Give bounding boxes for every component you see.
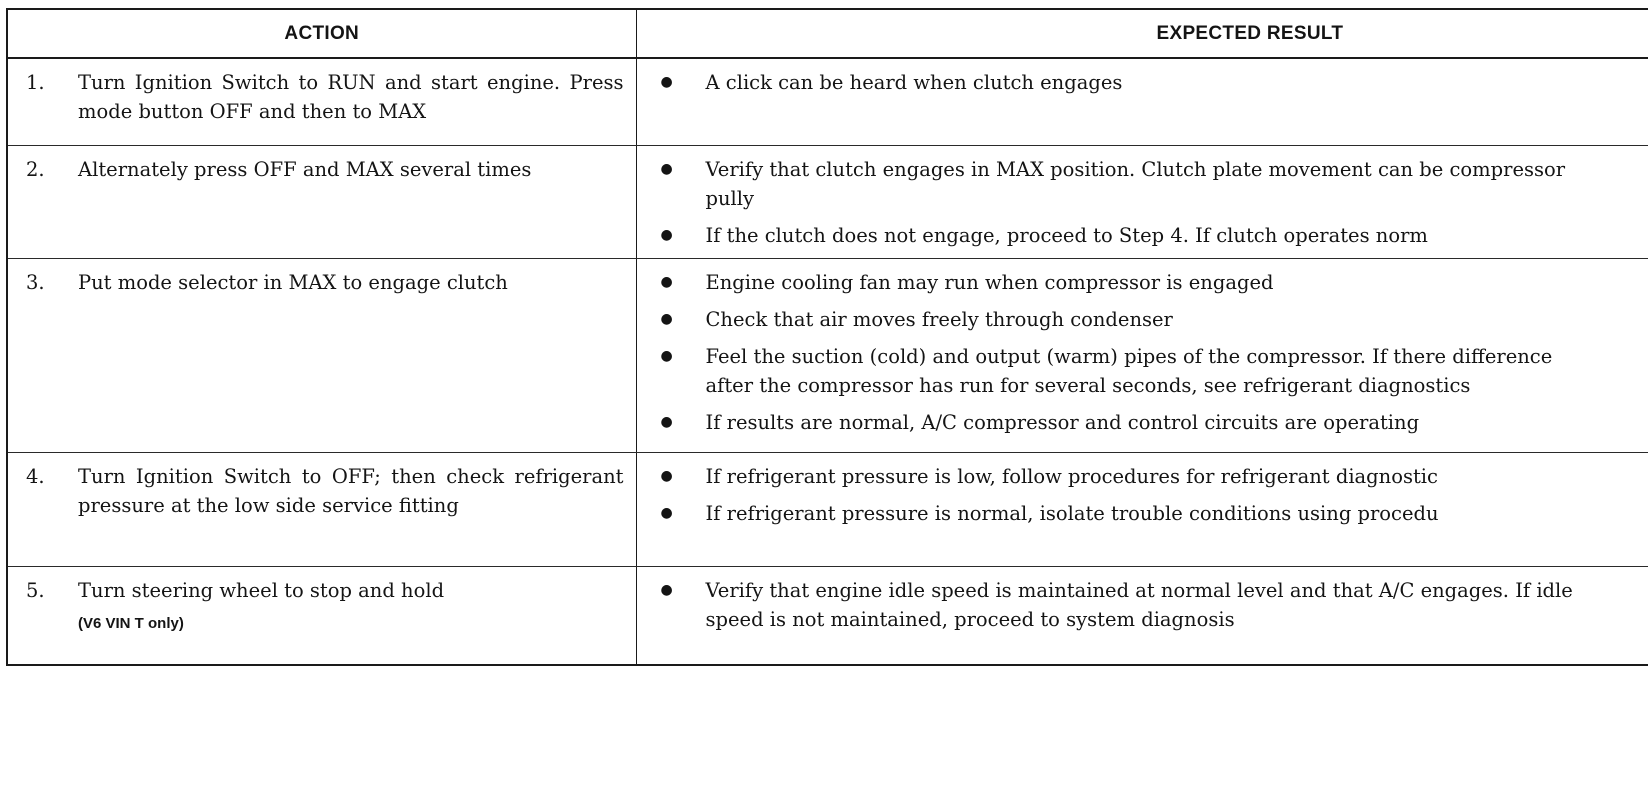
table-header-row xyxy=(8,10,1648,58)
diagnostic-table-frame xyxy=(6,8,1648,666)
result-cell xyxy=(636,146,1648,259)
table-row xyxy=(8,58,1648,146)
result-item: ● A click can be heard when clutch engages xyxy=(659,68,1648,97)
result-cell xyxy=(636,58,1648,146)
step-number: 1. xyxy=(26,71,45,94)
action-cell xyxy=(8,146,636,259)
step-number: 3. xyxy=(26,271,45,294)
bullet-icon: ● xyxy=(660,582,673,598)
result-item: ● Verify that engine idle speed is maintained at normal level and that A/C engages. If idle speed is not maintained, proceed to system diagnosis xyxy=(659,576,1648,634)
bullet-icon: ● xyxy=(660,161,673,177)
table-row xyxy=(8,567,1648,665)
action-cell xyxy=(8,58,636,146)
result-cell xyxy=(636,567,1648,665)
action-text: Turn Ignition Switch to RUN and start engine. Press mode button OFF and then to MAX xyxy=(78,71,624,123)
bullet-icon: ● xyxy=(660,227,673,243)
step-number: 4. xyxy=(26,465,45,488)
table-row xyxy=(8,146,1648,259)
step-number: 2. xyxy=(26,158,45,181)
result-cell xyxy=(636,453,1648,567)
action-cell xyxy=(8,567,636,665)
result-item: ● Feel the suction (cold) and output (warm) pipes of the compressor. If there difference after the compressor has run for several seconds, see refrigerant diagnostics xyxy=(659,342,1648,400)
action-cell xyxy=(8,259,636,453)
table-row xyxy=(8,259,1648,453)
bullet-icon: ● xyxy=(660,311,673,327)
diagnostic-table xyxy=(8,10,1648,664)
bullet-icon: ● xyxy=(660,468,673,484)
result-cell xyxy=(636,259,1648,453)
action-text: Alternately press OFF and MAX several times xyxy=(78,158,532,181)
bullet-icon: ● xyxy=(660,414,673,430)
bullet-icon: ● xyxy=(660,274,673,290)
table-row xyxy=(8,453,1648,567)
bullet-icon: ● xyxy=(660,505,673,521)
action-text: Turn Ignition Switch to OFF; then check refrigerant pressure at the low side service fitting xyxy=(78,465,624,517)
action-text: Put mode selector in MAX to engage clutch xyxy=(78,271,508,294)
engine-note: (V6 VIN T only) xyxy=(78,615,184,632)
action-cell xyxy=(8,453,636,567)
result-item: ● Engine cooling fan may run when compressor is engaged xyxy=(659,268,1648,297)
action-column-header: ACTION xyxy=(8,10,636,58)
result-item: ● Check that air moves freely through condenser xyxy=(659,305,1648,334)
result-item: ● If refrigerant pressure is normal, isolate trouble conditions using procedu xyxy=(659,499,1648,528)
result-item: ● If refrigerant pressure is low, follow procedures for refrigerant diagnostic xyxy=(659,462,1648,491)
bullet-icon: ● xyxy=(660,74,673,90)
result-item: ● Verify that clutch engages in MAX position. Clutch plate movement can be compressor pully xyxy=(659,155,1648,213)
action-text: Turn steering wheel to stop and hold xyxy=(78,579,445,602)
step-number: 5. xyxy=(26,579,45,602)
bullet-icon: ● xyxy=(660,348,673,364)
result-item: ● If the clutch does not engage, proceed to Step 4. If clutch operates norm xyxy=(659,221,1648,250)
result-item: ● If results are normal, A/C compressor and control circuits are operating xyxy=(659,408,1648,437)
result-column-header: EXPECTED RESULT xyxy=(636,10,1648,58)
